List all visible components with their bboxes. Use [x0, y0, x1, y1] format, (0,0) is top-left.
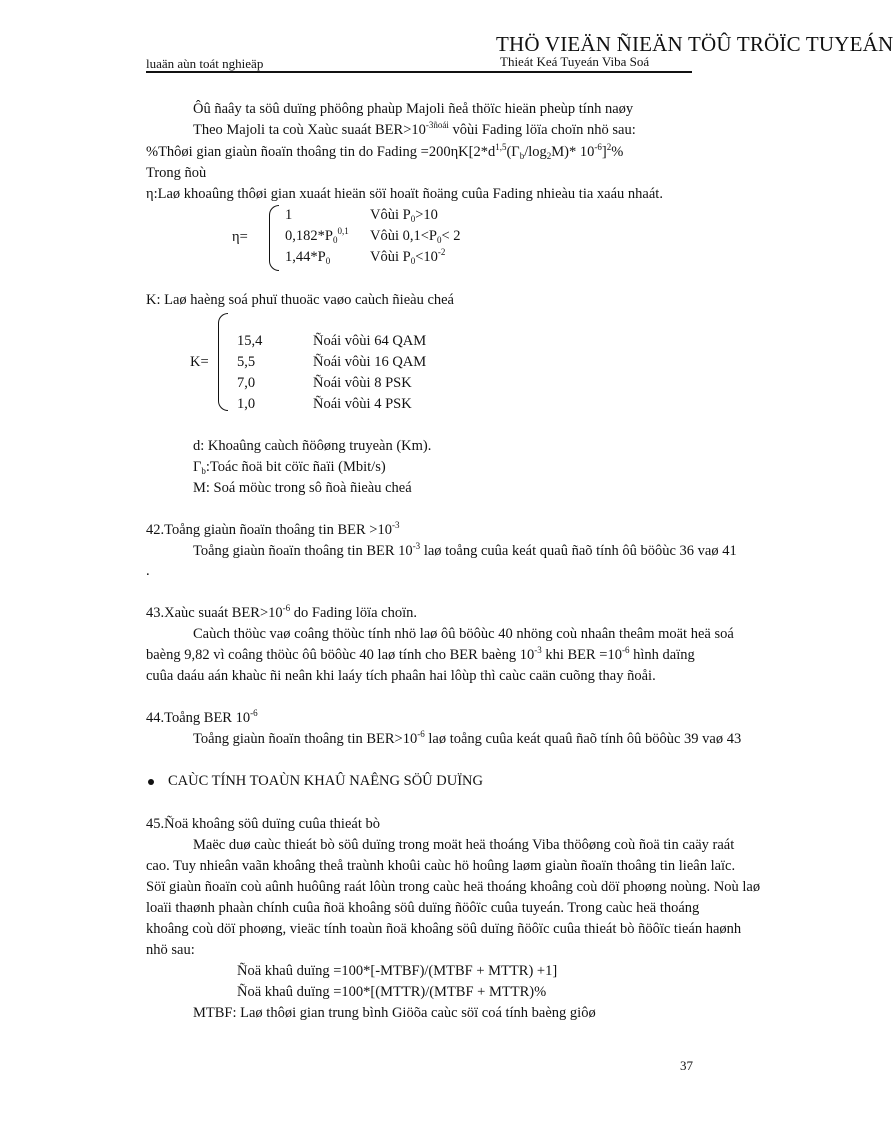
- library-brand: THÖ VIEÄN ÑIEÄN TÖÛ TRÖÏC TUYEÁN: [496, 32, 893, 56]
- section-42-dot: .: [146, 563, 150, 579]
- d-definition: d: Khoaûng caùch ñöôøng truyeàn (Km).: [193, 438, 432, 454]
- k-value-3: 7,0: [237, 375, 256, 391]
- section-43-line-3: cuûa daáu aán khaùc ñi neân khi laáy tích phaân hai lôùp thì caùc caän cuõng thay ñoåi.: [146, 668, 656, 684]
- eta-brace: [269, 205, 279, 271]
- bullet-icon: [148, 779, 154, 785]
- bullet-heading: CAÙC TÍNH TOAÙN KHAÛ NAÊNG SÖÛ DUÏNG: [148, 772, 483, 790]
- k-desc-1: Ñoái vôùi 64 QAM: [313, 333, 427, 349]
- k-desc-3: Ñoái vôùi 8 PSK: [313, 375, 412, 391]
- section-42-body: Toång giaùn ñoaïn thoâng tin BER $10^{-3}$ laø toång cuûa keát quaû ñaõ tính ôû böôùc 36 vaø 41: [193, 541, 737, 559]
- k-value-4: 1,0: [237, 396, 256, 412]
- eta-label: η=: [232, 229, 248, 245]
- section-45-line-5: khoâng coù döï phoøng, vieäc tính toaùn ñoä khoâng söû duïng ñöôïc cuûa thieát bò ñöôïc tieán haønh: [146, 921, 742, 937]
- section-43-line-2: baèng 9,82 vì coâng thöùc ôû böôùc 40 laø tính cho BER baèng $10^{-3}$ khi BER $=10^{-6}$ hình daïng: [146, 645, 695, 663]
- eta-definition: η:Laø khoaûng thôøi gian xuaát hieän söï hoaït ñoäng cuûa Fading nhieàu tia xaáu nhaát.: [146, 186, 663, 202]
- eta-value-3: $1,44*P_0$: [285, 249, 331, 266]
- section-43-title: 43.Xaùc suaát $BER>10^{-6}$ do Fading löïa choïn.: [146, 603, 418, 621]
- header-left-text: luaän aùn toát nghieäp: [146, 56, 264, 71]
- section-44-title: 44.Toång BER $10^{-6}$: [146, 708, 258, 726]
- m-definition: M: Soá möùc trong sô ñoà ñieàu cheá: [193, 480, 412, 496]
- section-42-title: 42.Toång giaùn ñoaïn thoâng tin BER $>10^{-3}$: [146, 520, 400, 538]
- eta-condition-1: Vôùi $P_0>10$: [370, 207, 438, 224]
- intro-paragraph-2: Theo Majoli ta coù Xaùc suaát $BER>10^{-3ñoái}$ vôùi Fading löïa choïn nhö sau:: [193, 120, 636, 138]
- k-definition: K: Laø haèng soá phuï thuoäc vaøo caùch ñieàu cheá: [146, 292, 454, 308]
- section-43-line-1: Caùch thöùc vaø coâng thöùc tính nhö laø ôû böôùc 40 nhöng coù nhaân theâm moät heä soá: [193, 626, 734, 642]
- header-right-text: Thieát Keá Tuyeán Viba Soá: [500, 54, 650, 69]
- availability-equation-2: Ñoä khaû duïng =100*[(MTTR)/(MTBF + MTTR)%: [237, 984, 547, 1000]
- k-brace: [218, 313, 228, 411]
- section-45-line-2: cao. Tuy nhieân vaãn khoâng theå traùnh khoûi caùc hö hoûng laøm giaùn ñoaïn thoâng tin lieân laïc.: [146, 858, 736, 874]
- eta-condition-2: Vôùi $0,1<P_0< 2$: [370, 228, 461, 245]
- section-45-line-1: Maëc duø caùc thieát bò söû duïng trong moät heä thoáng Viba thöôøng coù ñoä tin caäy raát: [193, 837, 735, 853]
- k-desc-4: Ñoái vôùi 4 PSK: [313, 396, 412, 412]
- k-value-2: 5,5: [237, 354, 256, 370]
- section-45-line-4: loaïi thaønh phaàn chính cuûa ñoä khoâng söû duïng ñöôïc cuûa tuyeán. Trong caùc heä thoáng: [146, 900, 700, 916]
- k-label: K=: [190, 354, 209, 370]
- fading-formula: %Thôøi gian giaùn ñoaïn thoâng tin do Fading $=200\eta K[2*d^{1,5}(\Gamma_b/\log_2M)*$ $10^{-6}]^2\%$: [146, 142, 624, 161]
- trong-do-label: Trong ñoù: [146, 165, 207, 181]
- section-45-line-6: nhö sau:: [146, 942, 195, 958]
- intro-paragraph-1: Ôû ñaây ta söû duïng phöông phaùp Majoli ñeå thöïc hieän pheùp tính naøy: [193, 101, 634, 117]
- section-44-body: Toång giaùn ñoaïn thoâng tin $BER>10^{-6}$ laø toång cuûa keát quaû ñaõ tính ôû böôùc 39 vaø 43: [193, 729, 742, 747]
- k-desc-2: Ñoái vôùi 16 QAM: [313, 354, 427, 370]
- section-45-line-3: Söï giaùn ñoaïn coù aûnh huôûng raát lôùn trong caùc heä thoáng khoâng coù döï phoøng noùng. Noù laø: [146, 879, 761, 895]
- header-rule: [146, 71, 692, 73]
- eta-value-2: $0,182*P_0^{0,1}$: [285, 226, 349, 245]
- eta-condition-3: Vôùi $P_0<10^{-2}$: [370, 247, 446, 266]
- eta-value-1: 1: [285, 207, 293, 223]
- page-number: 37: [680, 1058, 693, 1073]
- section-45-title: 45.Ñoä khoâng söû duïng cuûa thieát bò: [146, 816, 380, 832]
- availability-equation-1: Ñoä khaû duïng =100*[-MTBF)/(MTBF + MTTR) +1]: [237, 963, 558, 979]
- gamma-b-definition: $\Gamma_b:Toác$ ñoä bit cöïc ñaïi (Mbit/s): [193, 459, 386, 476]
- mtbf-definition: MTBF: Laø thôøi gian trung bình Giöõa caùc söï coá tính baèng giôø: [193, 1005, 596, 1021]
- k-value-1: 15,4: [237, 333, 263, 349]
